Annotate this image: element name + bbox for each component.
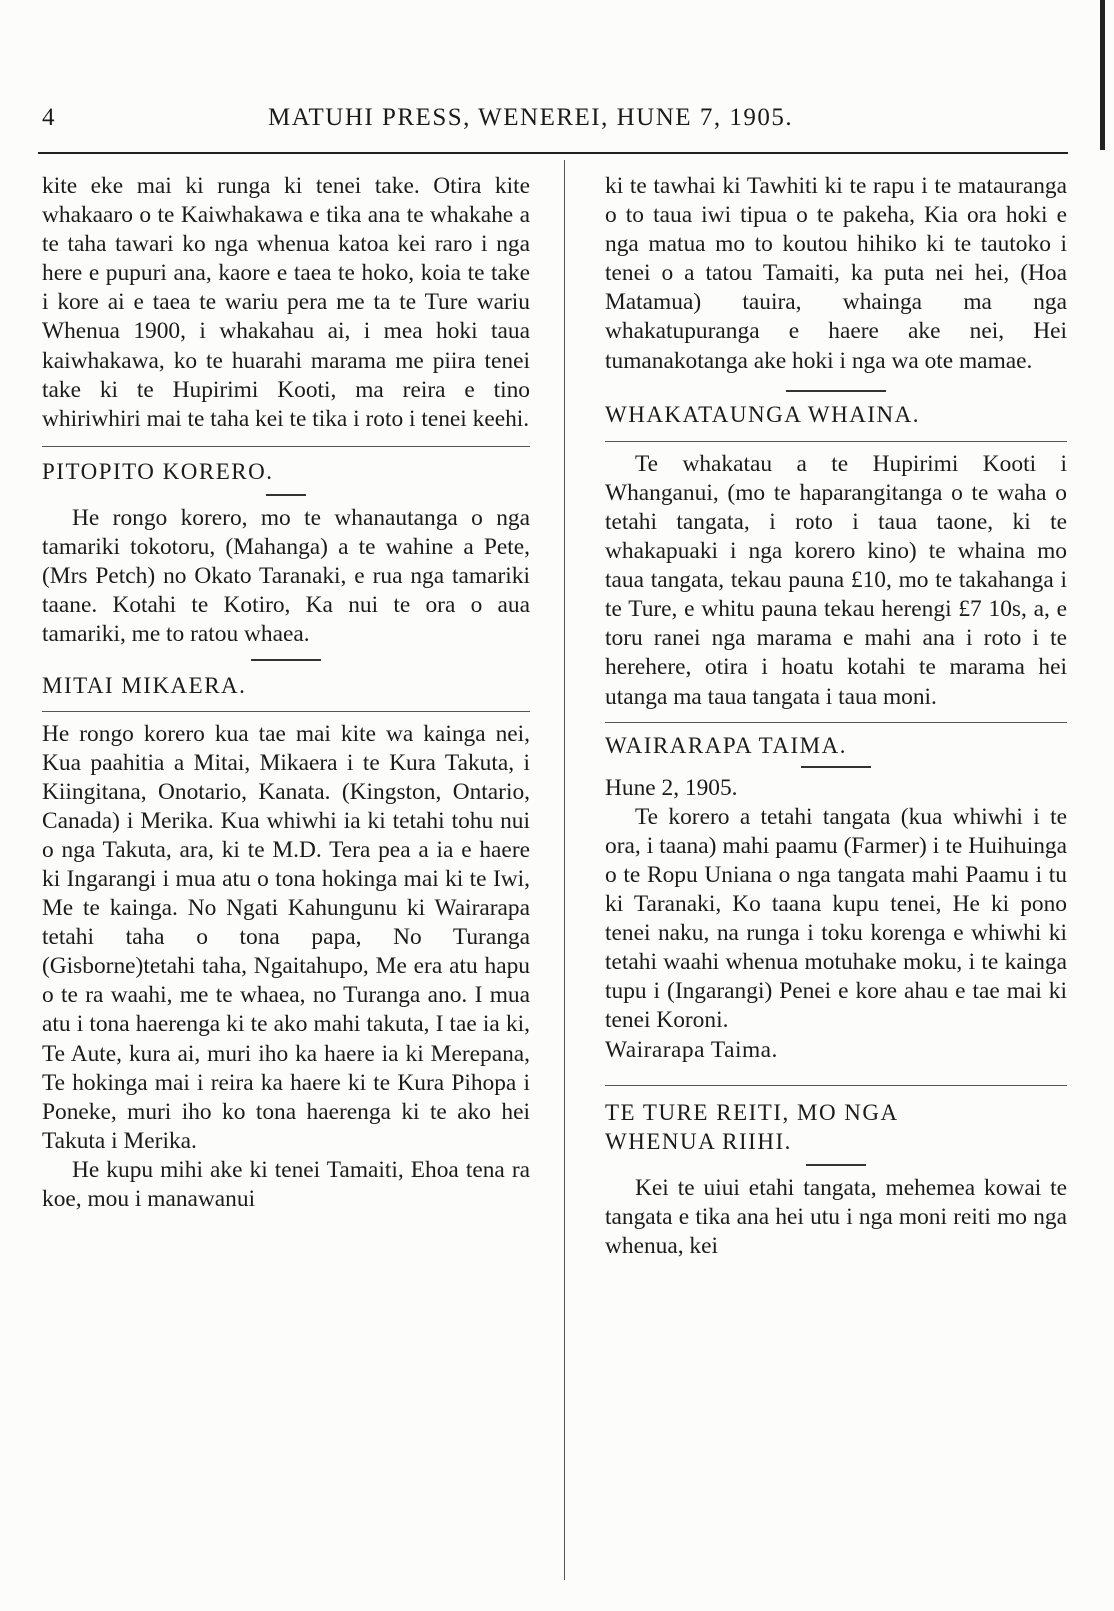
heading-underline xyxy=(266,494,306,496)
article-mitai-continued: He kupu mihi ake ki tenei Tamaiti, Ehoa tena ra koe, mou i manawanui xyxy=(42,1156,530,1212)
article-ture-reiti: Kei te uiui etahi tangata, mehemea kowai te tangata e tika ana hei utu i nga moni reiti mo nga whenua, kei xyxy=(605,1174,1067,1259)
page-header xyxy=(42,104,892,134)
dateline: Hune 2, 1905. xyxy=(605,774,738,801)
section-divider xyxy=(605,722,1067,723)
article-continuation: kite eke mai ki runga ki tenei take. Otira kite whakaaro o te Kaiwhakawa e tika ana te whakahe a te taha tawari ko nga whenua katoa kei raro i nga here e pupuri ana, kaore e taea te hoko, koia te take i kore ai e taea te wariu pera me ta te Ture wariu Whenua 1900, i whakahau ai, i mea hoki taua kaiwhakawa, ko te huarahi marama me piira tenei take ki te Hupirimi Kooti, ma reira e tino whiriwhiri mai te taha kei te tika i roto i tenei keehi. xyxy=(42,173,530,432)
section-divider xyxy=(42,446,530,447)
section-heading-ture-reiti: TE TURE REITI, MO NGA xyxy=(605,1099,899,1125)
right-column xyxy=(605,172,1067,1261)
heading-rule xyxy=(42,711,530,712)
article-mitai: He rongo korero kua tae mai kite wa kainga nei, Kua paahitia a Mitai, Mikaera i te Kura Takuta, i Kiingitana, Onotario, Kanata. (Kingston, Ontario, Canada) i Merika. Kua whiwhi ia ki tetahi tohu nui o nga Takuta, ara, ki te M.D. Tera pea a ia e haere ki Ingarangi i mua atu o tona hokinga mai ki te Iwi, Me te kainga. No Ngati Kahungunu ki Wairarapa tetahi taha o tona papa, No Turanga (Gisborne)tetahi taha, Ngaitahupo, Me era atu hapu o te ra waahi, me te whaea, no Turanga ano. I mua atu i tona haerenga ki te ako mahi takuta, I tae ia ki, Te Aute, kura ai, muri iho ka haere ia ki Merepana, Te hokinga mai i reira ka haere ki te Kura Pihopa i Poneke, muri iho ko tona haerenga ki te ako hei Takuta i Merika. xyxy=(42,720,530,1154)
article-whakataunga: Te whakatau a te Hupirimi Kooti i Whanganui, (mo te haparangitanga o te waha o tetahi tangata, i roto i taua taone, ki te whakapuaki i nga korero kino) te whaina mo taua tangata, tekau pauna £10, mo te takahanga i te Ture, e whitu pauna tekau herengi £7 10s, a, e toru ranei nga marama e mahi ana i roto i te herehere, otira i hoatu kotahi te marama hei utanga ma taua tangata i taua moni. xyxy=(605,450,1067,710)
section-heading-ture-reiti-line2: WHENUA RIIHI. xyxy=(605,1128,792,1154)
section-divider xyxy=(786,390,886,392)
section-heading-wairarapa: WAIRARAPA TAIMA. xyxy=(605,732,847,758)
masthead-title: MATUHI PRESS, WENEREI, HUNE 7, 1905. xyxy=(268,104,794,131)
header-rule xyxy=(38,152,1068,154)
column-divider xyxy=(564,160,565,1580)
left-column xyxy=(42,172,530,1214)
section-heading-pitopito: PITOPITO KORERO. xyxy=(42,458,274,484)
heading-underline xyxy=(806,1164,866,1166)
page-number: 4 xyxy=(42,104,56,131)
heading-underline xyxy=(801,766,871,768)
article-continuation: ki te tawhai ki Tawhiti ki te rapu i te matauranga o to taua iwi tipua o te pakeha, Kia ora hoki e nga matua mo to koutou hihiko ki te tautoko i tenei o a tatou Tamaiti, ka puta nei hei, (Hoa Matamua) tauira, whainga ma nga whakatupuranga e haere ake nei, Hei tumanakotanga ake hoki i nga wa ote mamae. xyxy=(605,173,1067,374)
section-divider xyxy=(251,659,321,661)
signature: Wairarapa Taima. xyxy=(605,1036,778,1063)
section-heading-whakataunga: WHAKATAUNGA WHAINA. xyxy=(605,401,920,427)
section-heading-mitai: MITAI MIKAERA. xyxy=(42,673,247,699)
section-divider xyxy=(605,1085,1067,1086)
page-edge-mark xyxy=(1100,0,1105,150)
heading-rule xyxy=(605,441,1067,442)
article-wairarapa: Te korero a tetahi tangata (kua whiwhi i te ora, i taana) mahi paamu (Farmer) i te Huihuinga o te Ropu Uniana o nga tangata mahi Paamu i tu ki Taranaki, Ko taana kupu tenei, He ki pono tenei naku, na runga i toku korenga e whiwhi ki tetahi waahi whenua motuhake moku, i te kainga tupu i (Ingarangi) Penei e kore ahau e tae mai ki tenei Koroni. xyxy=(605,803,1067,1034)
article-pitopito: He rongo korero, mo te whanautanga o nga tamariki tokotoru, (Mahanga) a te wahine a Pete, (Mrs Petch) no Okato Taranaki, e rua nga tamariki taane. Kotahi te Kotiro, Ka nui te ora o aua tamariki, me to ratou whaea. xyxy=(42,504,530,648)
